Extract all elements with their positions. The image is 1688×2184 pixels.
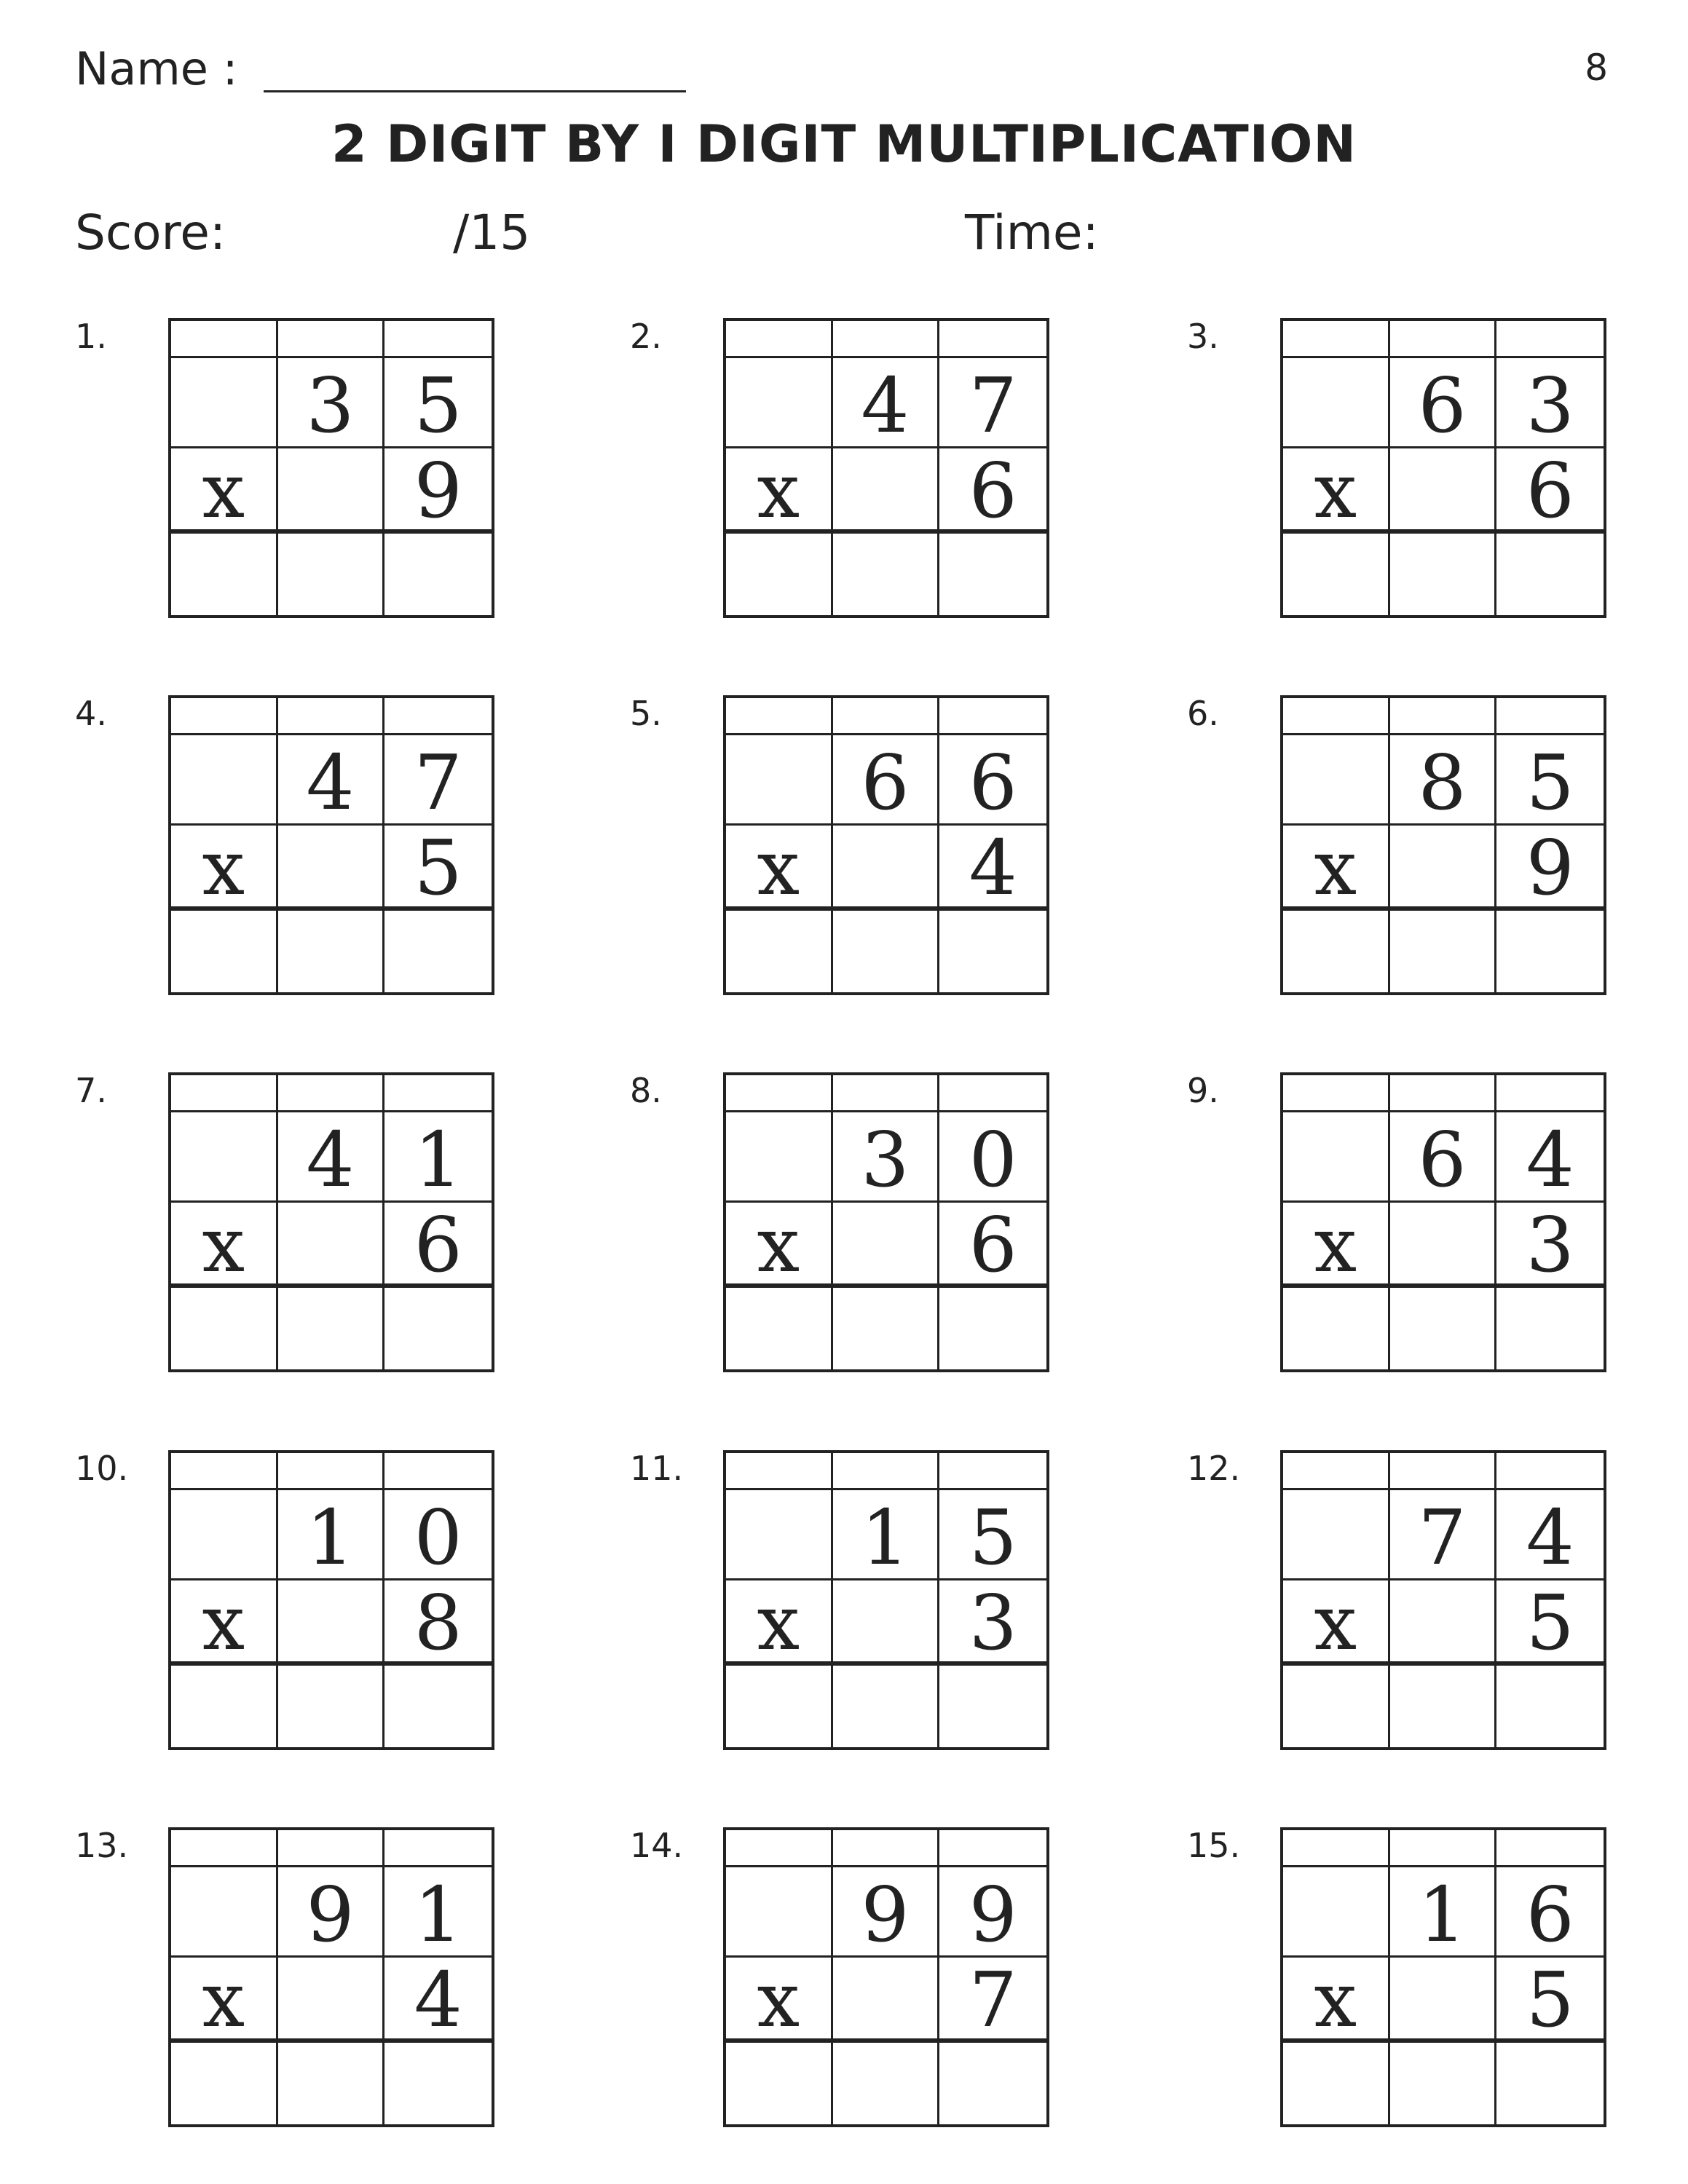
carry-box-hundreds[interactable] (1283, 698, 1390, 735)
multiplier-tens-empty (278, 1580, 385, 1666)
name-input-line[interactable] (264, 90, 686, 92)
multiplicand-hundreds-empty (1283, 1867, 1390, 1958)
answer-box-tens[interactable] (1390, 534, 1497, 615)
problem-5 (630, 692, 1140, 1012)
carry-box-tens[interactable] (278, 1075, 385, 1112)
multiplier-tens-empty (1390, 826, 1497, 911)
problem-11 (630, 1447, 1140, 1767)
multiplicand-tens-digit: 3 (278, 358, 385, 448)
multiplier-digit: 7 (939, 1958, 1046, 2043)
multiplier-digit: 9 (384, 448, 492, 534)
carry-box-tens[interactable] (1390, 1075, 1497, 1112)
carry-box-ones[interactable] (384, 1830, 492, 1867)
multiplicand-hundreds-empty (171, 358, 278, 448)
multiply-operator: x (726, 1958, 833, 2043)
multiplier-digit: 6 (1496, 448, 1604, 534)
multiplier-digit: 4 (939, 826, 1046, 911)
multiplier-digit: 5 (1496, 1580, 1604, 1666)
carry-box-ones[interactable] (384, 321, 492, 358)
multiplication-grid (1280, 318, 1606, 618)
multiplicand-tens-digit: 6 (1390, 358, 1497, 448)
multiplication-grid (168, 1827, 494, 2127)
multiplier-digit: 6 (384, 1203, 492, 1288)
multiplicand-tens-digit: 3 (833, 1112, 940, 1203)
carry-box-hundreds[interactable] (171, 698, 278, 735)
problem-7 (75, 1069, 585, 1389)
problem-number: 4. (75, 694, 107, 733)
multiplication-grid (1280, 695, 1606, 995)
carry-box-tens[interactable] (278, 321, 385, 358)
answer-box-ones[interactable] (1496, 1288, 1604, 1369)
multiplicand-hundreds-empty (1283, 1112, 1390, 1203)
answer-box-hundreds[interactable] (171, 534, 278, 615)
carry-box-hundreds[interactable] (726, 1075, 833, 1112)
carry-box-tens[interactable] (1390, 698, 1497, 735)
answer-box-ones[interactable] (384, 1666, 492, 1747)
answer-box-hundreds[interactable] (726, 2043, 833, 2124)
multiplicand-hundreds-empty (1283, 735, 1390, 826)
answer-box-tens[interactable] (278, 1288, 385, 1369)
multiplication-grid (1280, 1450, 1606, 1750)
problem-number: 7. (75, 1071, 107, 1110)
carry-box-ones[interactable] (1496, 1453, 1604, 1490)
problem-number: 14. (630, 1826, 684, 1865)
multiplication-grid (723, 695, 1049, 995)
multiplicand-tens-digit: 9 (278, 1867, 385, 1958)
carry-box-hundreds[interactable] (726, 1830, 833, 1867)
problem-13 (75, 1824, 585, 2144)
multiply-operator: x (171, 1203, 278, 1288)
answer-box-ones[interactable] (1496, 911, 1604, 992)
multiply-operator: x (1283, 1580, 1390, 1666)
multiplier-tens-empty (278, 448, 385, 534)
carry-box-tens[interactable] (833, 1830, 940, 1867)
multiply-operator: x (1283, 1203, 1390, 1288)
multiplication-grid (168, 695, 494, 995)
multiplier-digit: 5 (1496, 1958, 1604, 2043)
multiplicand-ones-digit: 3 (1496, 358, 1604, 448)
problem-number: 3. (1187, 317, 1219, 356)
problem-14 (630, 1824, 1140, 2144)
multiplier-tens-empty (833, 1580, 940, 1666)
multiplier-tens-empty (1390, 1958, 1497, 2043)
multiplicand-ones-digit: 5 (1496, 735, 1604, 826)
answer-box-ones[interactable] (1496, 2043, 1604, 2124)
answer-box-ones[interactable] (939, 1666, 1046, 1747)
answer-box-hundreds[interactable] (171, 2043, 278, 2124)
answer-box-hundreds[interactable] (726, 1288, 833, 1369)
multiplicand-tens-digit: 8 (1390, 735, 1497, 826)
multiply-operator: x (1283, 1958, 1390, 2043)
multiplicand-hundreds-empty (171, 1112, 278, 1203)
answer-box-hundreds[interactable] (171, 1288, 278, 1369)
carry-box-hundreds[interactable] (1283, 1075, 1390, 1112)
multiplicand-hundreds-empty (171, 735, 278, 826)
problem-number: 15. (1187, 1826, 1241, 1865)
carry-box-ones[interactable] (384, 698, 492, 735)
multiply-operator: x (171, 826, 278, 911)
answer-box-hundreds[interactable] (726, 911, 833, 992)
multiplication-grid (723, 1827, 1049, 2127)
multiplication-grid (723, 1450, 1049, 1750)
multiplicand-hundreds-empty (726, 358, 833, 448)
multiplier-tens-empty (1390, 1203, 1497, 1288)
answer-box-tens[interactable] (833, 2043, 940, 2124)
answer-box-ones[interactable] (384, 1288, 492, 1369)
multiplicand-tens-digit: 7 (1390, 1490, 1497, 1580)
answer-box-tens[interactable] (278, 534, 385, 615)
multiplicand-ones-digit: 9 (939, 1867, 1046, 1958)
answer-box-hundreds[interactable] (1283, 1666, 1390, 1747)
carry-box-hundreds[interactable] (171, 1075, 278, 1112)
answer-box-tens[interactable] (833, 534, 940, 615)
problem-12 (1187, 1447, 1688, 1767)
multiplier-tens-empty (278, 1203, 385, 1288)
multiplier-digit: 6 (939, 448, 1046, 534)
multiplicand-ones-digit: 1 (384, 1867, 492, 1958)
problem-8 (630, 1069, 1140, 1389)
multiply-operator: x (1283, 448, 1390, 534)
answer-box-ones[interactable] (939, 534, 1046, 615)
carry-box-tens[interactable] (833, 698, 940, 735)
carry-box-ones[interactable] (939, 1830, 1046, 1867)
multiplier-digit: 4 (384, 1958, 492, 2043)
multiply-operator: x (726, 448, 833, 534)
multiplicand-ones-digit: 5 (939, 1490, 1046, 1580)
carry-box-hundreds[interactable] (171, 1453, 278, 1490)
time-label: Time: (965, 205, 1099, 261)
problem-number: 12. (1187, 1449, 1241, 1488)
answer-box-ones[interactable] (384, 2043, 492, 2124)
multiply-operator: x (726, 826, 833, 911)
answer-box-tens[interactable] (1390, 2043, 1497, 2124)
answer-box-ones[interactable] (939, 911, 1046, 992)
carry-box-hundreds[interactable] (1283, 1830, 1390, 1867)
carry-box-hundreds[interactable] (726, 698, 833, 735)
multiply-operator: x (171, 448, 278, 534)
answer-box-hundreds[interactable] (1283, 1288, 1390, 1369)
carry-box-tens[interactable] (278, 1453, 385, 1490)
answer-box-hundreds[interactable] (1283, 2043, 1390, 2124)
multiplicand-tens-digit: 4 (278, 1112, 385, 1203)
name-label: Name : (75, 42, 238, 95)
multiplicand-ones-digit: 0 (939, 1112, 1046, 1203)
carry-box-ones[interactable] (384, 1453, 492, 1490)
problem-4 (75, 692, 585, 1012)
answer-box-tens[interactable] (1390, 1666, 1497, 1747)
answer-box-hundreds[interactable] (171, 911, 278, 992)
answer-box-tens[interactable] (833, 911, 940, 992)
answer-box-hundreds[interactable] (1283, 534, 1390, 615)
problem-3 (1187, 314, 1688, 635)
problem-number: 10. (75, 1449, 129, 1488)
answer-box-tens[interactable] (833, 1288, 940, 1369)
problem-9 (1187, 1069, 1688, 1389)
multiplicand-hundreds-empty (1283, 1490, 1390, 1580)
multiplier-tens-empty (1390, 448, 1497, 534)
multiplicand-ones-digit: 5 (384, 358, 492, 448)
answer-box-ones[interactable] (939, 1288, 1046, 1369)
multiplier-tens-empty (833, 826, 940, 911)
multiplicand-tens-digit: 4 (833, 358, 940, 448)
worksheet-title: 2 DIGIT BY I DIGIT MULTIPLICATION (331, 114, 1357, 174)
answer-box-ones[interactable] (939, 2043, 1046, 2124)
multiplicand-hundreds-empty (726, 1867, 833, 1958)
answer-box-tens[interactable] (278, 1666, 385, 1747)
multiplier-digit: 9 (1496, 826, 1604, 911)
multiplication-grid (1280, 1072, 1606, 1372)
multiplier-tens-empty (1390, 1580, 1497, 1666)
answer-box-tens[interactable] (1390, 911, 1497, 992)
problem-number: 6. (1187, 694, 1219, 733)
multiplication-grid (168, 1072, 494, 1372)
multiplier-tens-empty (278, 1958, 385, 2043)
multiply-operator: x (726, 1580, 833, 1666)
carry-box-hundreds[interactable] (726, 321, 833, 358)
multiplicand-ones-digit: 1 (384, 1112, 492, 1203)
multiplicand-hundreds-empty (726, 735, 833, 826)
multiplier-digit: 3 (939, 1580, 1046, 1666)
carry-box-ones[interactable] (939, 698, 1046, 735)
multiplier-digit: 6 (939, 1203, 1046, 1288)
problem-15 (1187, 1824, 1688, 2144)
answer-box-tens[interactable] (278, 2043, 385, 2124)
carry-box-ones[interactable] (1496, 321, 1604, 358)
carry-box-tens[interactable] (833, 1453, 940, 1490)
carry-box-tens[interactable] (1390, 1830, 1497, 1867)
multiplicand-tens-digit: 6 (833, 735, 940, 826)
carry-box-ones[interactable] (939, 1453, 1046, 1490)
multiplicand-tens-digit: 6 (1390, 1112, 1497, 1203)
carry-box-tens[interactable] (1390, 321, 1497, 358)
answer-box-ones[interactable] (1496, 534, 1604, 615)
answer-box-ones[interactable] (384, 534, 492, 615)
multiplicand-ones-digit: 6 (939, 735, 1046, 826)
carry-box-tens[interactable] (1390, 1453, 1497, 1490)
problem-number: 1. (75, 317, 107, 356)
multiply-operator: x (726, 1203, 833, 1288)
multiplicand-ones-digit: 4 (1496, 1490, 1604, 1580)
multiplier-tens-empty (833, 1958, 940, 2043)
answer-box-tens[interactable] (1390, 1288, 1497, 1369)
carry-box-tens[interactable] (833, 321, 940, 358)
problem-number: 13. (75, 1826, 129, 1865)
answer-box-tens[interactable] (833, 1666, 940, 1747)
carry-box-tens[interactable] (833, 1075, 940, 1112)
multiplicand-tens-digit: 9 (833, 1867, 940, 1958)
multiplicand-ones-digit: 6 (1496, 1867, 1604, 1958)
multiplier-tens-empty (278, 826, 385, 911)
answer-box-hundreds[interactable] (726, 1666, 833, 1747)
carry-box-ones[interactable] (1496, 1075, 1604, 1112)
page-number: 8 (1585, 47, 1608, 89)
carry-box-ones[interactable] (384, 1075, 492, 1112)
multiplication-grid (168, 318, 494, 618)
problem-number: 5. (630, 694, 662, 733)
carry-box-hundreds[interactable] (171, 321, 278, 358)
multiplicand-tens-digit: 4 (278, 735, 385, 826)
carry-box-tens[interactable] (278, 1830, 385, 1867)
carry-box-ones[interactable] (1496, 1830, 1604, 1867)
multiplicand-tens-digit: 1 (278, 1490, 385, 1580)
multiplier-digit: 8 (384, 1580, 492, 1666)
answer-box-ones[interactable] (384, 911, 492, 992)
multiplier-digit: 5 (384, 826, 492, 911)
carry-box-tens[interactable] (278, 698, 385, 735)
carry-box-hundreds[interactable] (1283, 321, 1390, 358)
problem-number: 2. (630, 317, 662, 356)
score-total: /15 (453, 205, 531, 261)
multiplicand-hundreds-empty (726, 1112, 833, 1203)
problem-number: 8. (630, 1071, 662, 1110)
multiply-operator: x (171, 1580, 278, 1666)
carry-box-ones[interactable] (1496, 698, 1604, 735)
multiplication-grid (723, 318, 1049, 618)
multiplication-grid (1280, 1827, 1606, 2127)
problem-2 (630, 314, 1140, 635)
multiplier-tens-empty (833, 1203, 940, 1288)
answer-box-hundreds[interactable] (1283, 911, 1390, 992)
carry-box-ones[interactable] (939, 321, 1046, 358)
multiply-operator: x (171, 1958, 278, 2043)
multiplicand-hundreds-empty (171, 1867, 278, 1958)
carry-box-ones[interactable] (939, 1075, 1046, 1112)
multiplicand-hundreds-empty (171, 1490, 278, 1580)
score-label: Score: (75, 205, 226, 261)
answer-box-ones[interactable] (1496, 1666, 1604, 1747)
multiplier-digit: 3 (1496, 1203, 1604, 1288)
multiplier-tens-empty (833, 448, 940, 534)
multiplicand-hundreds-empty (726, 1490, 833, 1580)
problem-6 (1187, 692, 1688, 1012)
multiplicand-tens-digit: 1 (833, 1490, 940, 1580)
problem-10 (75, 1447, 585, 1767)
multiplicand-hundreds-empty (1283, 358, 1390, 448)
multiplicand-ones-digit: 7 (384, 735, 492, 826)
answer-box-tens[interactable] (278, 911, 385, 992)
multiplicand-tens-digit: 1 (1390, 1867, 1497, 1958)
carry-box-hundreds[interactable] (726, 1453, 833, 1490)
problem-number: 9. (1187, 1071, 1219, 1110)
answer-box-hundreds[interactable] (726, 534, 833, 615)
carry-box-hundreds[interactable] (1283, 1453, 1390, 1490)
multiplicand-ones-digit: 4 (1496, 1112, 1604, 1203)
multiplication-grid (168, 1450, 494, 1750)
multiply-operator: x (1283, 826, 1390, 911)
answer-box-hundreds[interactable] (171, 1666, 278, 1747)
problem-number: 11. (630, 1449, 684, 1488)
problem-1 (75, 314, 585, 635)
multiplicand-ones-digit: 7 (939, 358, 1046, 448)
multiplicand-ones-digit: 0 (384, 1490, 492, 1580)
carry-box-hundreds[interactable] (171, 1830, 278, 1867)
multiplication-grid (723, 1072, 1049, 1372)
